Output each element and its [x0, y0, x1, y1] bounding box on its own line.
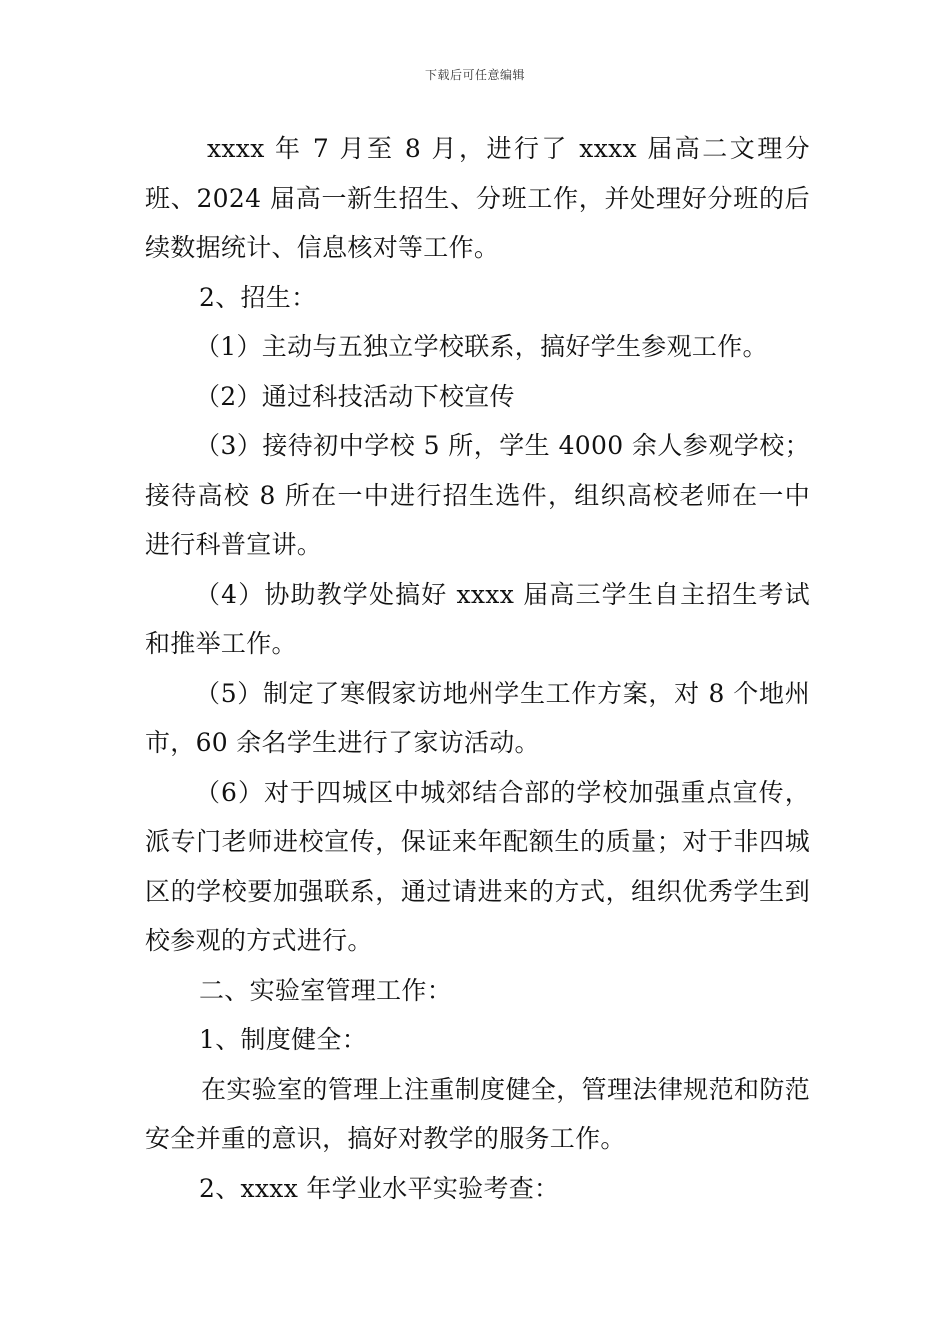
- item-6-key-promotion: （6）对于四城区中城郊结合部的学校加强重点宣传，派专门老师进校宣传，保证来年配额生的质量；对于非四城区的学校要加强联系，通过请进来的方式，组织优秀学生到校参观的方式进行。: [145, 777, 810, 955]
- item-1-contact-schools: （1）主动与五独立学校联系，搞好学生参观工作。: [195, 332, 768, 361]
- item-4-assist-exam: （4）协助教学处搞好 xxxx 届高三学生自主招生考试和推举工作。: [145, 579, 810, 658]
- heading-enrollment: 2、招生：: [199, 282, 317, 312]
- paragraph-lab-system: 在实验室的管理上注重制度健全，管理法律规范和防范安全并重的意识，搞好对教学的服务工作。: [145, 1074, 810, 1153]
- heading-lab-exam: 2、xxxx 年学业水平实验考查：: [199, 1173, 560, 1203]
- header-note: 下载后可任意编辑: [424, 68, 525, 82]
- document-body: [145, 124, 810, 1213]
- item-3-receive-visitors: （3）接待初中学校 5 所，学生 4000 余人参观学校；接待高校 8 所在一中进行招生选件，组织高校老师在一中进行科普宣讲。: [145, 431, 810, 559]
- heading-system-complete: 1、制度健全：: [199, 1025, 368, 1054]
- heading-lab-management: 二、实验室管理工作：: [199, 975, 453, 1005]
- item-2-tech-promotion: （2）通过科技活动下校宣传: [195, 381, 515, 411]
- paragraph-class-division: xxxx 年 7 月至 8 月，进行了 xxxx 届高二文理分班、2024 届高一新生招生、分班工作，并处理好分班的后续数据统计、信息核对等工作。: [145, 134, 810, 262]
- item-5-home-visits: （5）制定了寒假家访地州学生工作方案，对 8 个地州市，60 余名学生进行了家访活动。: [145, 678, 810, 757]
